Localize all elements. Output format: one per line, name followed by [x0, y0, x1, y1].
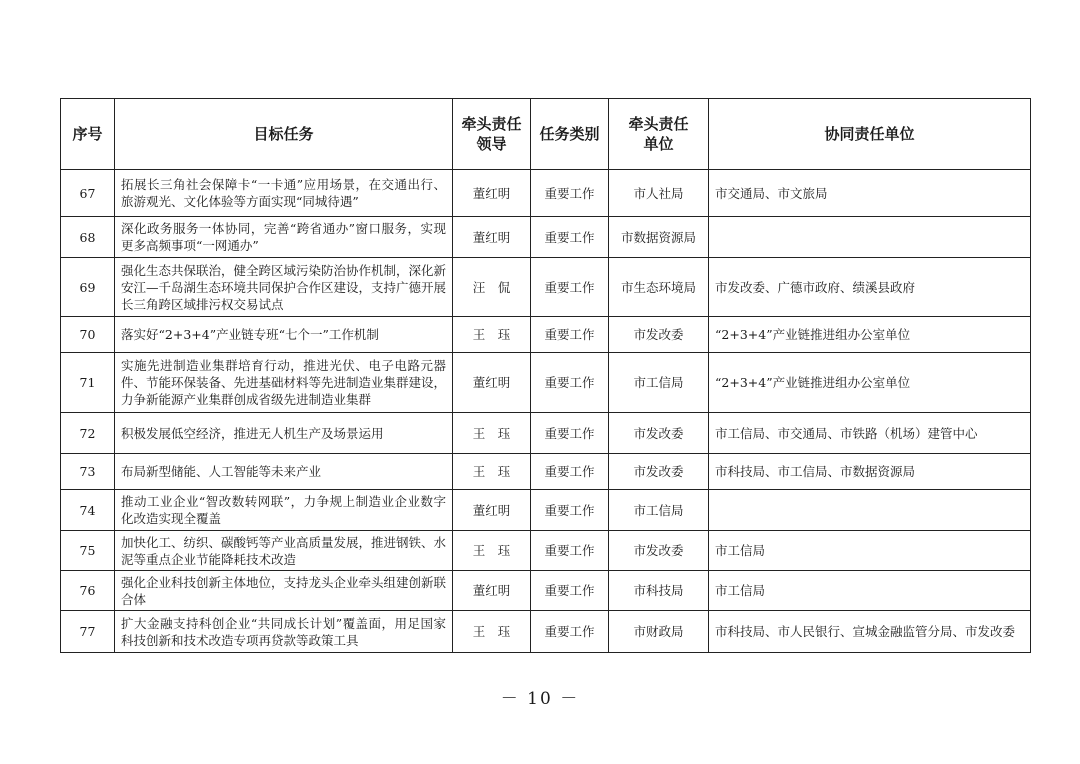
cell-task: 深化政务服务一体协同，完善“跨省通办”窗口服务，实现更多高频事项“一网通办” [115, 217, 453, 258]
cell-category: 重要工作 [531, 170, 609, 217]
cell-unit: 市数据资源局 [609, 217, 709, 258]
table-row [61, 413, 1031, 454]
cell-leader: 董红明 [453, 170, 531, 217]
cell-task: 实施先进制造业集群培育行动，推进光伏、电子电路元器件、节能环保装备、先进基础材料等先进制造业集群建设，力争新能源产业集群创成省级先进制造业集群 [115, 353, 453, 413]
table-row [61, 454, 1031, 490]
cell-category: 重要工作 [531, 317, 609, 353]
cell-task: 推动工业企业“智改数转网联”，力争规上制造业企业数字化改造实现全覆盖 [115, 490, 453, 531]
cell-unit: 市生态环境局 [609, 258, 709, 317]
cell-seq: 74 [61, 490, 115, 531]
cell-task: 落实好“2+3+4”产业链专班“七个一”工作机制 [115, 317, 453, 353]
cell-leader: 董红明 [453, 571, 531, 611]
cell-category: 重要工作 [531, 413, 609, 454]
cell-seq: 69 [61, 258, 115, 317]
cell-coop [709, 217, 1031, 258]
header-category: 任务类别 [531, 99, 609, 170]
table-row [61, 531, 1031, 571]
header-task: 目标任务 [115, 99, 453, 170]
cell-category: 重要工作 [531, 571, 609, 611]
cell-task: 强化企业科技创新主体地位，支持龙头企业牵头组建创新联合体 [115, 571, 453, 611]
header-leader: 牵头责任 领导 [453, 99, 531, 170]
cell-leader: 王 珏 [453, 413, 531, 454]
cell-task: 强化生态共保联治，健全跨区域污染防治协作机制，深化新安江—千岛湖生态环境共同保护合作区建设，支持广德开展长三角跨区域排污权交易试点 [115, 258, 453, 317]
table-header-row [61, 99, 1031, 170]
header-coop: 协同责任单位 [709, 99, 1031, 170]
cell-category: 重要工作 [531, 217, 609, 258]
cell-coop: “2+3+4”产业链推进组办公室单位 [709, 317, 1031, 353]
cell-seq: 72 [61, 413, 115, 454]
cell-seq: 70 [61, 317, 115, 353]
header-seq: 序号 [61, 99, 115, 170]
cell-task: 积极发展低空经济，推进无人机生产及场景运用 [115, 413, 453, 454]
header-unit: 牵头责任 单位 [609, 99, 709, 170]
cell-leader: 王 珏 [453, 317, 531, 353]
cell-leader: 董红明 [453, 353, 531, 413]
cell-seq: 67 [61, 170, 115, 217]
cell-category: 重要工作 [531, 353, 609, 413]
cell-unit: 市科技局 [609, 571, 709, 611]
cell-leader: 王 珏 [453, 611, 531, 653]
cell-coop: 市工信局 [709, 571, 1031, 611]
cell-category: 重要工作 [531, 531, 609, 571]
cell-coop: 市工信局 [709, 531, 1031, 571]
page-number: － 10 － [500, 689, 580, 709]
cell-coop: “2+3+4”产业链推进组办公室单位 [709, 353, 1031, 413]
cell-leader: 董红明 [453, 490, 531, 531]
cell-coop: 市科技局、市人民银行、宣城金融监管分局、市发改委 [709, 611, 1031, 653]
cell-leader: 王 珏 [453, 454, 531, 490]
table-row [61, 611, 1031, 653]
cell-unit: 市发改委 [609, 454, 709, 490]
cell-coop: 市交通局、市文旅局 [709, 170, 1031, 217]
table-row [61, 170, 1031, 217]
cell-unit: 市发改委 [609, 413, 709, 454]
cell-unit: 市发改委 [609, 531, 709, 571]
cell-leader: 王 珏 [453, 531, 531, 571]
cell-leader: 董红明 [453, 217, 531, 258]
cell-seq: 71 [61, 353, 115, 413]
cell-category: 重要工作 [531, 611, 609, 653]
cell-unit: 市财政局 [609, 611, 709, 653]
task-table [60, 98, 1031, 653]
table-row [61, 217, 1031, 258]
cell-unit: 市工信局 [609, 353, 709, 413]
cell-seq: 73 [61, 454, 115, 490]
table-row [61, 317, 1031, 353]
cell-leader: 汪 侃 [453, 258, 531, 317]
cell-seq: 75 [61, 531, 115, 571]
table-row [61, 571, 1031, 611]
cell-seq: 68 [61, 217, 115, 258]
cell-seq: 76 [61, 571, 115, 611]
cell-task: 加快化工、纺织、碳酸钙等产业高质量发展，推进钢铁、水泥等重点企业节能降耗技术改造 [115, 531, 453, 571]
table-row [61, 258, 1031, 317]
cell-coop: 市科技局、市工信局、市数据资源局 [709, 454, 1031, 490]
cell-seq: 77 [61, 611, 115, 653]
cell-coop [709, 490, 1031, 531]
table-row [61, 490, 1031, 531]
cell-category: 重要工作 [531, 258, 609, 317]
cell-coop: 市工信局、市交通局、市铁路（机场）建管中心 [709, 413, 1031, 454]
table-row [61, 353, 1031, 413]
cell-task: 布局新型储能、人工智能等未来产业 [115, 454, 453, 490]
cell-unit: 市人社局 [609, 170, 709, 217]
cell-task: 扩大金融支持科创企业“共同成长计划”覆盖面，用足国家科技创新和技术改造专项再贷款等政策工具 [115, 611, 453, 653]
cell-unit: 市发改委 [609, 317, 709, 353]
cell-category: 重要工作 [531, 490, 609, 531]
cell-category: 重要工作 [531, 454, 609, 490]
cell-task: 拓展长三角社会保障卡“一卡通”应用场景，在交通出行、旅游观光、文化体验等方面实现“同城待遇” [115, 170, 453, 217]
cell-coop: 市发改委、广德市政府、绩溪县政府 [709, 258, 1031, 317]
cell-unit: 市工信局 [609, 490, 709, 531]
